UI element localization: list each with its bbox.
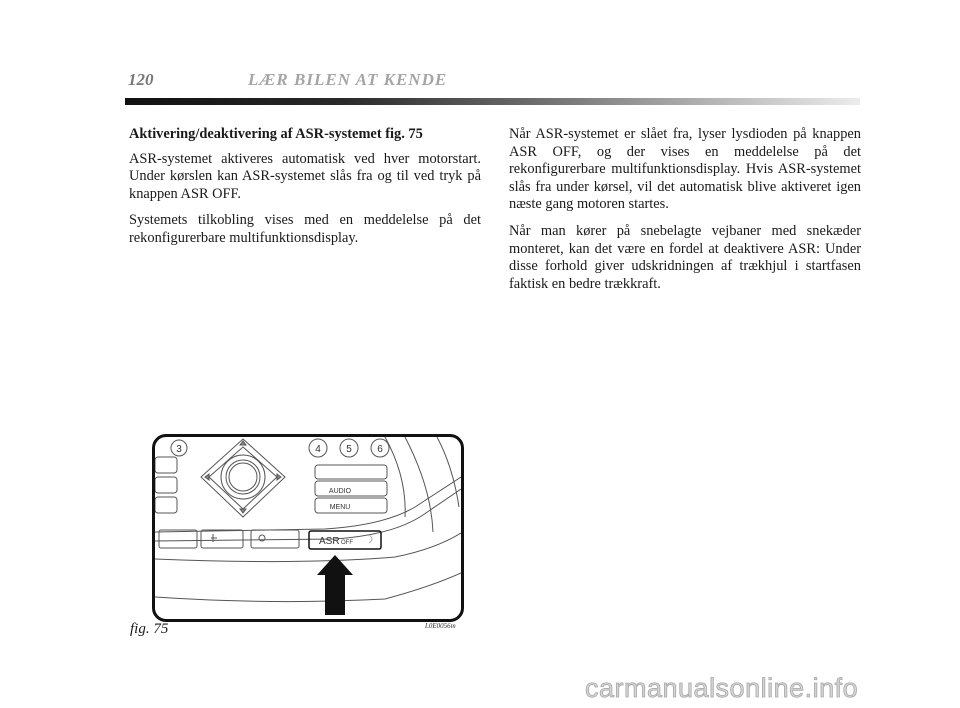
off-label: OFF — [341, 540, 353, 546]
dashboard-drawing — [155, 437, 461, 619]
menu-label: MENU — [329, 504, 351, 511]
pointer-arrow-icon — [317, 555, 353, 615]
figure-dashboard-illustration — [152, 434, 464, 622]
paragraph: Når ASR-systemet er slået fra, lyser lysdioden på knappen ASR OFF, og der vises en meddelelse på det rekonfigurerbare multifunktionsdisplay. Hvis ASR-systemet slås fra under kørsel, vil det automatisk blive aktiveret igen næste gang motoren startes. — [509, 126, 861, 213]
right-column — [509, 126, 861, 302]
figure-code: L0E0056m — [425, 622, 456, 630]
preset-5-label: 5 — [346, 444, 352, 455]
paragraph: ASR-systemet aktiveres automatisk ved hver motorstart. Under kørslen kan ASR-systemet slås fra og til ved tryk på knappen ASR OFF. — [129, 150, 481, 202]
section-title: LÆR BILEN AT KENDE — [248, 70, 448, 89]
audio-label: AUDIO — [328, 488, 352, 495]
header-rule — [125, 98, 860, 105]
figure-caption: fig. 75 — [130, 621, 169, 637]
preset-4-label: 4 — [315, 444, 321, 455]
preset-6-label: 6 — [377, 444, 383, 455]
section-heading: Aktivering/deaktivering af ASR-systemet fig. 75 — [129, 126, 423, 142]
paragraph: Systemets tilkobling vises med en meddelelse på det rekonfigurerbare multifunktionsdisplay. — [129, 212, 481, 246]
preset-3-label: 3 — [176, 444, 182, 455]
left-column — [129, 126, 481, 257]
paragraph: Når man kører på snebelagte vejbaner med snekæder monteret, kan det være en fordel at deaktivere ASR: Under disse forhold giver udskridningen af trækhjul i startfasen faktisk en bedre trækkraft. — [509, 222, 861, 292]
watermark: carmanualsonline.info — [585, 673, 859, 703]
asr-label: ASR — [319, 536, 340, 547]
page-number: 120 — [128, 70, 154, 89]
